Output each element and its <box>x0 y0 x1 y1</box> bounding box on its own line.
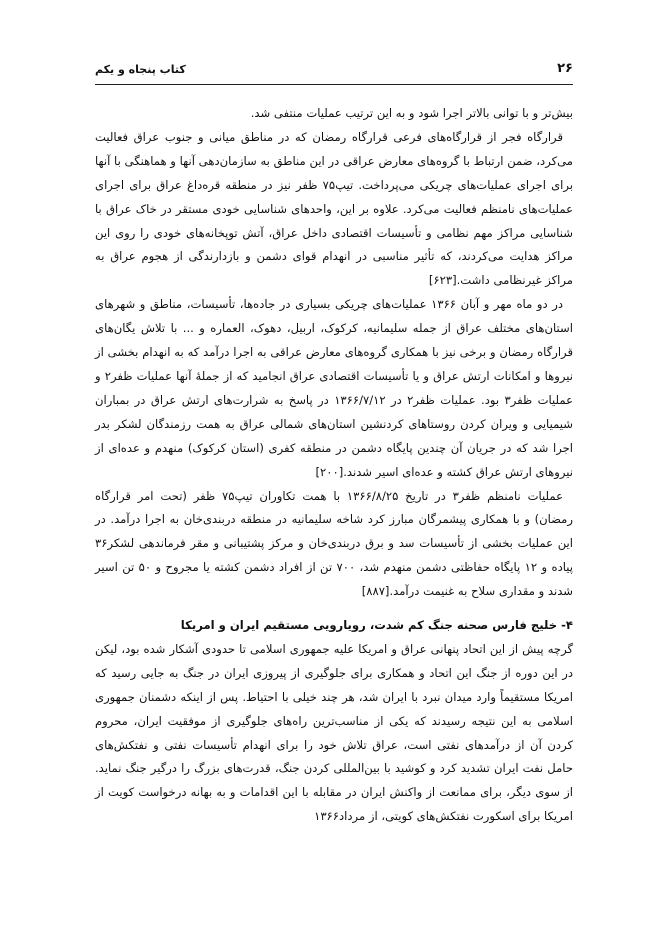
paragraph: در دو ماه مهر و آبان ۱۳۶۶ عملیات‌های چریکی بسیاری در جاده‌ها، تأسیسات، مناطق و شهرهای استان‌های مختلف عراق از جمله سلیمانیه، کرکوک، اربیل، دهوک، العماره و ... با تلاش یگان‌های قرارگاه رمضان و برخی نیز با همکاری گروه‌های معارض عراقی به اجرا درآمد که به انهدام بخشی از نیروها و امکانات ارتش عراق و یا تأسیسات اقتصادی عراق انجامید که از جملۀ آنها عملیات ظفر۲ و عملیات ظفر۳ بود. عملیات ظفر۲ در ۱۳۶۶/۷/۱۲ در پاسخ به شرارت‌های ارتش عراق در بمباران شیمیایی و ویران کردن روستاهای کردنشین استان‌های شمالی عراق به همت رزمندگان لشکر بدر اجرا شد که در جریان آن چندین پایگاه دشمن در منطقه کفری (استان کرکوک) منهدم و عده‌ای از نیروهای ارتش عراق کشته و عده‌ای اسیر شدند.[۲۰۰] <box>95 297 573 479</box>
section-heading: ۴- خلیج فارس صحنه جنگ کم شدت، رویارویی مستقیم ایران و امریکا <box>180 618 573 633</box>
header-divider <box>95 84 573 85</box>
running-header <box>95 61 573 81</box>
page-number: ۲۶ <box>557 61 573 76</box>
body-text <box>95 102 573 829</box>
paragraph: عملیات نامنظم ظفر۳ در تاریخ ۱۳۶۶/۸/۲۵ با همت تکاوران تیپ۷۵ ظفر (تحت امر قرارگاه رمضان) و با همکاری پیشمرگان مبارز کرد شاخه سلیمانیه در منطقه دربندی‌خان به اجرا درآمد. در این عملیات بخشی از تأسیسات سد و برق دربندی‌خان و مرکز پشتیبانی و مقر فرماندهی لشکر۳۶ پیاده و ۱۲ پایگاه حفاظتی دشمن منهدم شد، ۷۰۰ تن از افراد دشمن کشته یا مجروح و ۵۰ تن اسیر شدند و مقداری سلاح به غنیمت درآمد.[۸۸۷] <box>95 488 573 599</box>
book-title: کتاب پنجاه و یکم <box>95 63 186 76</box>
paragraph: بیش‌تر و با توانی بالاتر اجرا شود و به این ترتیب عملیات منتفی شد. <box>250 106 573 120</box>
paragraph: قرارگاه فجر از قرارگاه‌های فرعی قرارگاه رمضان که در مناطق میانی و جنوب عراق فعالیت می‌کرد، ضمن ارتباط با گروه‌های معارض عراقی در این مناطق به سازمان‌دهی آنها و هماهنگی با آنها برای اجرای عملیات‌های چریکی می‌پرداخت. تیپ۷۵ ظفر نیز در منطقه قره‌داغ عراق برای اجرای عملیات‌های نامنظم فعالیت می‌کرد. علاوه بر این، واحدهای شناسایی خودی مستقر در خاک عراق با شناسایی مراکز مهم نظامی و تأسیسات اقتصادی داخل عراق، آتش توپخانه‌های خودی را روی این مراکز هدایت می‌کردند، که تأثیر مناسبی در انهدام قوای دشمن و بازدارندگی از هجوم عراق به مراکز غیرنظامی داشت.[۶۲۳] <box>95 129 573 288</box>
section-paragraph: گرچه پیش از این اتحاد پنهانی عراق و امریکا علیه جمهوری اسلامی تا حدودی آشکار شده بود، لیکن در این دوره از جنگ این اتحاد و همکاری برای جلوگیری از پیروزی ایران در جنگ به جایی رسید که امریکا مستقیماً وارد میدان نبرد با ایران شد، هر چند خیلی با احتیاط. پس از اینکه دشمنان جمهوری اسلامی به این نتیجه رسیدند که یکی از مناسب‌ترین راه‌های جلوگیری از موفقیت ایران، محروم کردن آن از درآمدهای نفتی است، عراق تلاش خود را برای انهدام تأسیسات نفتی و نفتکش‌های حامل نفت ایران تشدید کرد و کوشید با بین‌المللی کردن جنگ، قدرت‌های بزرگ را درگیر جنگ نماید. از سوی دیگر، برای ممانعت از واکنش ایران در مقابله با این اقدامات و به بهانه درخواست کویت از امریکا برای اسکورت نفتکش‌های کویتی، از مرداد۱۳۶۶ <box>95 641 573 824</box>
